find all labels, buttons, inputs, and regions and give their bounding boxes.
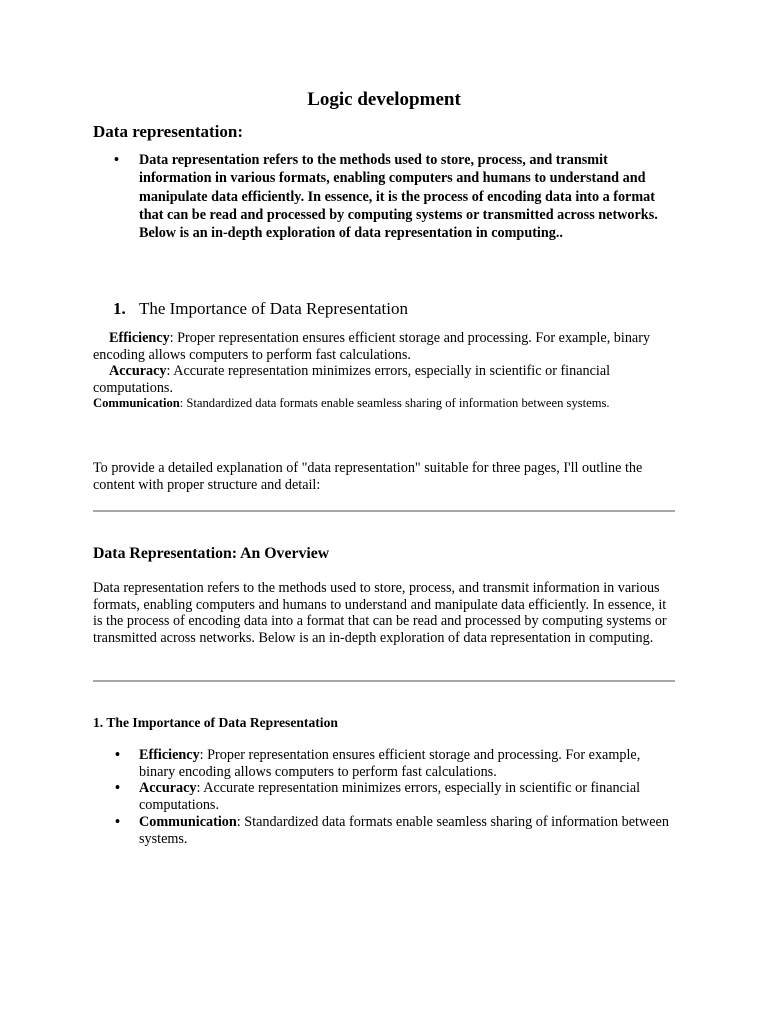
list-item-text: : Proper representation ensures efficient storage and processing. For example, binary encoding allows computers to perform fast calculations. — [139, 747, 641, 780]
communication-term: Communication — [93, 396, 180, 410]
intro-bullet-text: Data representation refers to the methods used to store, process, and transmit information in various formats, enabling computers and humans to understand and manipulate data efficiently. In essence, it is the process of encoding data into a format that can be read and processed by computing systems or transmitted across networks. Below is an in-depth exploration of data representation in computing.. — [139, 152, 658, 242]
list-item — [93, 814, 678, 847]
intro-bullet-item — [93, 151, 678, 242]
bullet-icon: • — [114, 152, 119, 168]
data-representation-heading: Data representation: — [93, 122, 243, 141]
horizontal-rule — [93, 680, 675, 682]
efficiency-paragraph — [93, 330, 678, 363]
list-item-term: Efficiency — [139, 747, 200, 763]
heading-text: The Importance of Data Representation — [138, 299, 409, 318]
intro-bullet-list — [93, 151, 678, 242]
accuracy-paragraph — [93, 363, 678, 396]
list-item-term: Communication — [139, 813, 237, 830]
bullet-icon: • — [115, 780, 120, 797]
list-item-term: Accuracy — [139, 780, 197, 797]
provide-paragraph: To provide a detailed explanation of "data representation" suitable for three pages, I'll outline the content with proper structure and detail: — [93, 460, 643, 493]
list-item — [93, 780, 678, 813]
document-title: Logic development — [307, 89, 461, 110]
importance-bullet-list — [93, 747, 678, 847]
efficiency-term: Efficiency — [109, 330, 170, 346]
accuracy-text: : Accurate representation minimizes errors, especially in scientific or financial computations. — [93, 363, 611, 396]
importance-list-heading: 1. The Importance of Data Representation — [93, 715, 338, 730]
list-item-text: : Standardized data formats enable seamless sharing of information between systems. — [139, 813, 669, 847]
overview-paragraph: Data representation refers to the methods used to store, process, and transmit information in various formats, enabling computers and humans to understand and manipulate data efficiently. In essence, it is the process of encoding data into a format that can be read and processed by computing systems or transmitted across networks. Below is an in-depth exploration of data representation in computing. — [93, 580, 667, 646]
bullet-icon: • — [115, 747, 120, 763]
heading-number: 1. — [113, 299, 126, 318]
bullet-icon: • — [115, 813, 120, 830]
overview-heading: Data Representation: An Overview — [93, 545, 330, 562]
accuracy-term: Accuracy — [109, 363, 167, 379]
communication-text: : Standardized data formats enable seamless sharing of information between systems. — [179, 396, 610, 410]
efficiency-text: : Proper representation ensures efficient storage and processing. For example, binary encoding allows computers to perform fast calculations. — [93, 330, 651, 363]
communication-paragraph — [93, 396, 678, 412]
list-item — [93, 747, 678, 780]
importance-numbered-heading — [113, 298, 408, 320]
horizontal-rule — [93, 510, 675, 512]
list-item-text: : Accurate representation minimizes errors, especially in scientific or financial computations. — [139, 780, 641, 814]
